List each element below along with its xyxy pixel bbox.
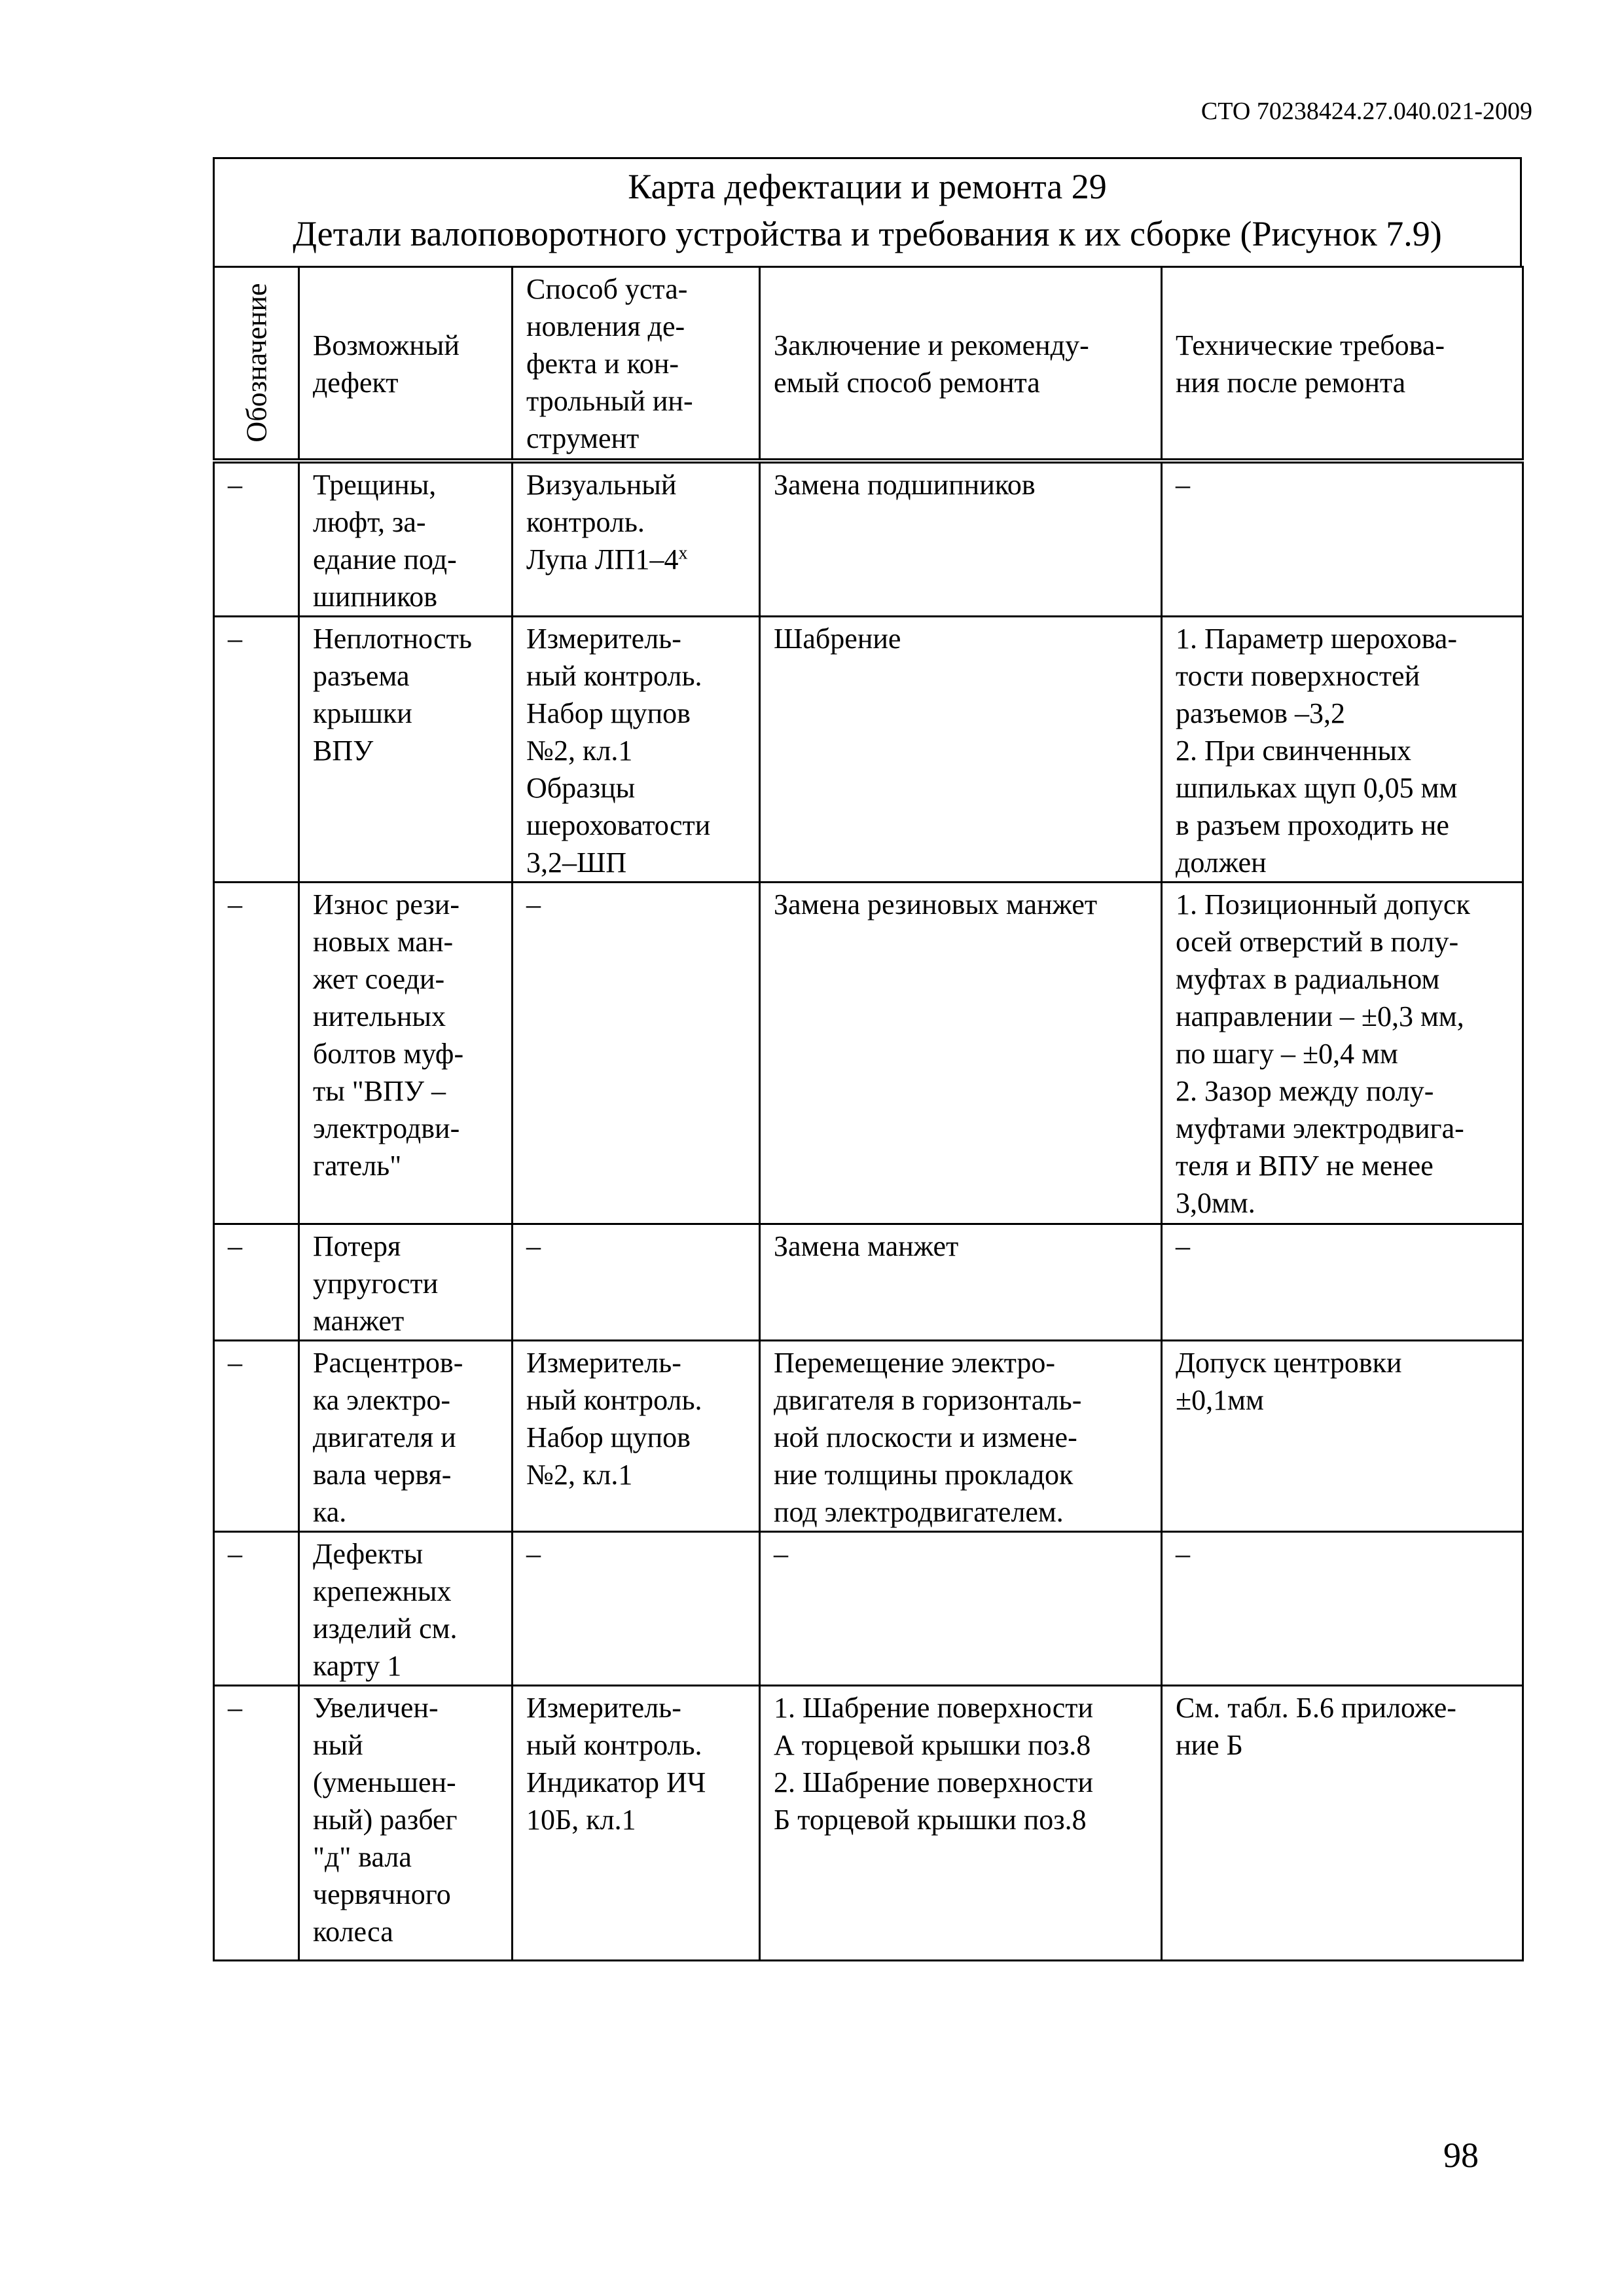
cell-defect: Износ рези- новых ман- жет соеди- нительных болтов муф- ты "ВПУ – электродви- гатель" [299, 882, 513, 1224]
cell-method: – [513, 1531, 760, 1685]
cell-designation: – [214, 461, 299, 617]
defect-table [213, 266, 1524, 1961]
cell-method: Измеритель- ный контроль. Индикатор ИЧ 10Б, кл.1 [513, 1685, 760, 1960]
table-row [214, 616, 1523, 882]
table-row [214, 1685, 1523, 1960]
cell-conclusion: Замена резиновых манжет [760, 882, 1162, 1224]
cell-method: Измеритель- ный контроль. Набор щупов №2, кл.1 Образцы шероховатости 3,2–ШП [513, 616, 760, 882]
cell-requirements: – [1162, 1531, 1523, 1685]
cell-method-text: Визуальный контроль. Лупа ЛП1–4 [526, 468, 679, 575]
cell-requirements: 1. Позиционный допуск осей отверстий в полу- муфтах в радиальном направлении – ±0,3 мм, по шагу – ±0,4 мм 2. Зазор между полу- муфтами электродвига- теля и ВПУ не менее 3,0мм. [1162, 882, 1523, 1224]
cell-designation: – [214, 882, 299, 1224]
cell-defect: Неплотность разъема крышки ВПУ [299, 616, 513, 882]
cell-designation: – [214, 1224, 299, 1340]
cell-defect: Трещины, люфт, за- едание под- шипников [299, 461, 513, 617]
cell-requirements: См. табл. Б.6 приложе- ние Б [1162, 1685, 1523, 1960]
table-row [214, 882, 1523, 1224]
cell-conclusion: – [760, 1531, 1162, 1685]
cell-requirements: – [1162, 1224, 1523, 1340]
table-row [214, 1340, 1523, 1531]
cell-conclusion: Шабрение [760, 616, 1162, 882]
card-title-line2: Детали валоповоротного устройства и требования к их сборке (Рисунок 7.9) [293, 214, 1442, 253]
table-row [214, 461, 1523, 617]
cell-conclusion: Замена манжет [760, 1224, 1162, 1340]
page-number: 98 [1443, 2136, 1479, 2175]
cell-conclusion: 1. Шабрение поверхности А торцевой крышки поз.8 2. Шабрение поверхности Б торцевой крышки поз.8 [760, 1685, 1162, 1960]
cell-method: – [513, 1224, 760, 1340]
table-header-row [214, 267, 1523, 461]
defect-card [213, 157, 1522, 1961]
cell-defect: Расцентров- ка электро- двигателя и вала червя- ка. [299, 1340, 513, 1531]
cell-requirements: Допуск центровки ±0,1мм [1162, 1340, 1523, 1531]
document-code: СТО 70238424.27.040.021-2009 [1200, 98, 1532, 125]
cell-designation: – [214, 1531, 299, 1685]
cell-requirements: – [1162, 461, 1523, 617]
cell-method: Измеритель- ный контроль. Набор щупов №2, кл.1 [513, 1340, 760, 1531]
cell-requirements: 1. Параметр шерохова- тости поверхностей разъемов –3,2 2. При свинченных шпильках щуп 0,05 мм в разъем проходить не должен [1162, 616, 1523, 882]
header-defect: Возможный дефект [299, 267, 513, 461]
header-designation [214, 267, 299, 461]
cell-defect: Дефекты крепежных изделий см. карту 1 [299, 1531, 513, 1685]
cell-defect: Потеря упругости манжет [299, 1224, 513, 1340]
table-row [214, 1224, 1523, 1340]
cell-defect: Увеличен- ный (уменьшен- ный) разбег "д" вала червячного колеса [299, 1685, 513, 1960]
table-row [214, 1531, 1523, 1685]
card-title [213, 157, 1522, 266]
cell-method: – [513, 882, 760, 1224]
cell-designation: – [214, 616, 299, 882]
cell-designation: – [214, 1685, 299, 1960]
cell-conclusion: Перемещение электро- двигателя в горизонталь- ной плоскости и измене- ние толщины прокладок под электродвигателем. [760, 1340, 1162, 1531]
header-method: Способ уста- новления де- фекта и кон- трольный ин- струмент [513, 267, 760, 461]
cell-conclusion: Замена подшипников [760, 461, 1162, 617]
header-conclusion: Заключение и рекоменду- емый способ ремонта [760, 267, 1162, 461]
header-requirements: Технические требова- ния после ремонта [1162, 267, 1523, 461]
cell-method [513, 461, 760, 617]
cell-method-superscript: x [678, 542, 688, 563]
card-title-line1: Карта дефектации и ремонта 29 [628, 167, 1107, 206]
cell-designation: – [214, 1340, 299, 1531]
header-designation-label: Обозначение [240, 283, 272, 443]
